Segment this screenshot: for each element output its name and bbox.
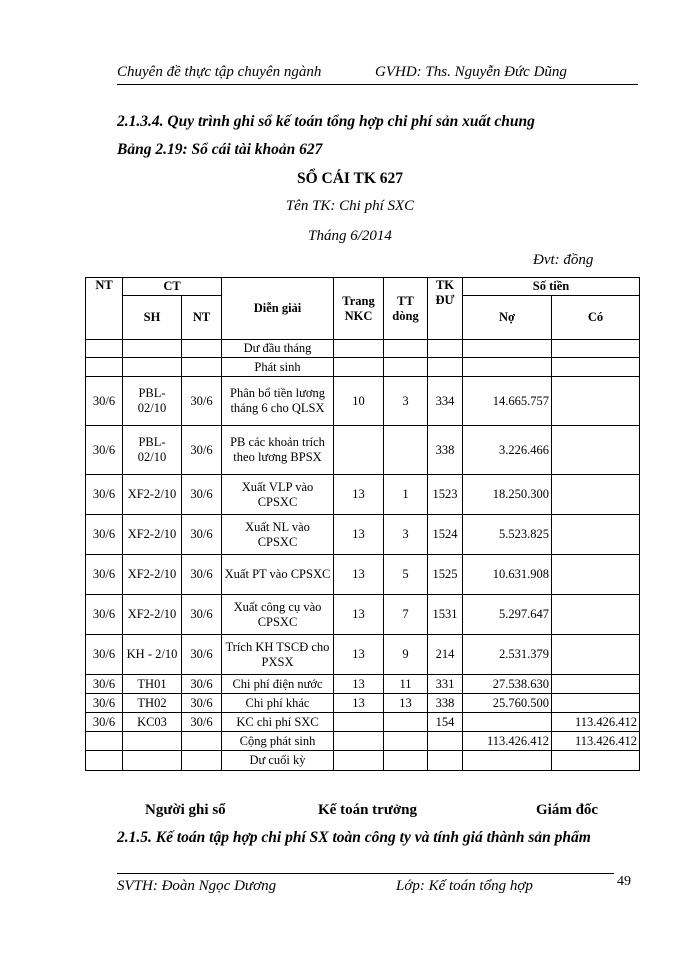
ledger-row — [86, 595, 640, 635]
ledger-row — [86, 694, 640, 713]
cell-co — [552, 475, 640, 515]
footer-class: Lớp: Kế toán tổng hợp — [396, 878, 533, 894]
cell-ct-nt: 30/6 — [182, 515, 222, 555]
cell-no — [463, 713, 552, 732]
opening-balance-row — [86, 340, 640, 358]
cell-nt: 30/6 — [86, 515, 123, 555]
ledger-row — [86, 377, 640, 426]
cell-no: 27.538.630 — [463, 675, 552, 694]
cell-co — [552, 635, 640, 675]
footer-student: SVTH: Đoàn Ngọc Dương — [117, 878, 277, 894]
cell-co — [552, 515, 640, 555]
cell-no: 2.531.379 — [463, 635, 552, 675]
cell-nt: 30/6 — [86, 555, 123, 595]
ledger-row — [86, 555, 640, 595]
col-nt: NT — [86, 278, 123, 340]
cell-tk: 338 — [428, 694, 463, 713]
cell-co — [552, 694, 640, 713]
cell-ct-nt: 30/6 — [182, 595, 222, 635]
total-label: Cộng phát sinh — [222, 732, 334, 751]
cell-tt: 3 — [384, 377, 428, 426]
cell-ct-nt: 30/6 — [182, 426, 222, 475]
cell-desc: Xuất công cụ vào CPSXC — [222, 595, 334, 635]
account-name: Tên TK: Chi phí SXC — [285, 198, 415, 214]
closing-label: Dư cuối kỳ — [222, 751, 334, 771]
cell-tt: 7 — [384, 595, 428, 635]
col-trang-nkc: Trang NKC — [334, 278, 384, 340]
cell-nt: 30/6 — [86, 635, 123, 675]
cell-sh: XF2-2/10 — [123, 515, 182, 555]
footer-rule — [117, 873, 614, 874]
cell-trang: 13 — [334, 555, 384, 595]
cell-tt: 3 — [384, 515, 428, 555]
total-co: 113.426.412 — [552, 732, 640, 751]
cell-no: 18.250.300 — [463, 475, 552, 515]
cell-desc: PB các khoản trích theo lương BPSX — [222, 426, 334, 475]
table-caption: Bảng 2.19: Sổ cái tài khoản 627 — [117, 141, 323, 158]
cell-trang — [334, 713, 384, 732]
cell-ct-nt: 30/6 — [182, 675, 222, 694]
cell-tk: 334 — [428, 377, 463, 426]
currency-unit: Đvt: đồng — [533, 252, 594, 268]
signature-director: Giám đốc — [536, 802, 599, 818]
cell-tk: 1524 — [428, 515, 463, 555]
cell-trang: 13 — [334, 635, 384, 675]
cell-no: 5.523.825 — [463, 515, 552, 555]
ledger-row — [86, 713, 640, 732]
cell-tk: 331 — [428, 675, 463, 694]
header-course: Chuyên đề thực tập chuyên ngành — [117, 64, 322, 80]
cell-desc: Phân bổ tiền lương tháng 6 cho QLSX — [222, 377, 334, 426]
ledger-row — [86, 475, 640, 515]
cell-tt: 11 — [384, 675, 428, 694]
cell-co — [552, 377, 640, 426]
col-desc: Diễn giải — [222, 278, 334, 340]
cell-trang: 13 — [334, 595, 384, 635]
arising-row — [86, 358, 640, 377]
cell-trang: 13 — [334, 475, 384, 515]
signature-recorder: Người ghi sổ — [145, 802, 226, 818]
total-no: 113.426.412 — [463, 732, 552, 751]
cell-desc: Xuất NL vào CPSXC — [222, 515, 334, 555]
closing-balance-row — [86, 751, 640, 771]
col-ct-nt: NT — [182, 296, 222, 340]
cell-no: 10.631.908 — [463, 555, 552, 595]
cell-tk: 1531 — [428, 595, 463, 635]
cell-desc: KC chi phí SXC — [222, 713, 334, 732]
cell-tt — [384, 426, 428, 475]
cell-nt: 30/6 — [86, 694, 123, 713]
cell-tk: 154 — [428, 713, 463, 732]
cell-no: 3.226.466 — [463, 426, 552, 475]
cell-nt: 30/6 — [86, 377, 123, 426]
cell-ct-nt: 30/6 — [182, 377, 222, 426]
col-co: Có — [552, 296, 640, 340]
cell-ct-nt: 30/6 — [182, 635, 222, 675]
cell-trang: 13 — [334, 675, 384, 694]
cell-trang — [334, 426, 384, 475]
cell-co — [552, 426, 640, 475]
cell-ct-nt: 30/6 — [182, 694, 222, 713]
cell-ct-nt: 30/6 — [182, 555, 222, 595]
col-sh: SH — [123, 296, 182, 340]
ledger-row — [86, 675, 640, 694]
cell-sh: XF2-2/10 — [123, 475, 182, 515]
cell-tk: 338 — [428, 426, 463, 475]
cell-nt: 30/6 — [86, 595, 123, 635]
cell-sh: TH01 — [123, 675, 182, 694]
cell-desc: Chi phí khác — [222, 694, 334, 713]
ledger-row — [86, 515, 640, 555]
cell-sh: XF2-2/10 — [123, 595, 182, 635]
total-row — [86, 732, 640, 751]
arising-label: Phát sinh — [222, 358, 334, 377]
cell-nt: 30/6 — [86, 426, 123, 475]
cell-ct-nt: 30/6 — [182, 713, 222, 732]
cell-tt: 1 — [384, 475, 428, 515]
cell-no: 14.665.757 — [463, 377, 552, 426]
header-rule — [117, 84, 638, 85]
cell-tt: 9 — [384, 635, 428, 675]
cell-trang: 10 — [334, 377, 384, 426]
page-footer — [117, 878, 533, 895]
cell-desc: Chi phí điện nước — [222, 675, 334, 694]
signature-chief-accountant: Kế toán trưởng — [318, 802, 417, 818]
cell-sh: KH - 2/10 — [123, 635, 182, 675]
col-tt-dong: TT dòng — [384, 278, 428, 340]
cell-sh: PBL-02/10 — [123, 377, 182, 426]
ledger-row — [86, 426, 640, 475]
cell-tt: 13 — [384, 694, 428, 713]
cell-sh: TH02 — [123, 694, 182, 713]
cell-co — [552, 555, 640, 595]
col-so-tien: Số tiền — [463, 278, 640, 296]
page-header — [117, 64, 567, 81]
section-title: 2.1.3.4. Quy trình ghi sổ kế toán tổng hợp chi phí sản xuất chung — [117, 113, 535, 130]
ledger-title: SỔ CÁI TK 627 — [296, 170, 404, 187]
cell-co — [552, 675, 640, 694]
opening-label: Dư đầu tháng — [222, 340, 334, 358]
ledger-row — [86, 635, 640, 675]
cell-no: 5.297.647 — [463, 595, 552, 635]
cell-tk: 214 — [428, 635, 463, 675]
cell-nt: 30/6 — [86, 675, 123, 694]
next-section-title: 2.1.5. Kế toán tập hợp chi phí SX toàn công ty và tính giá thành sản phẩm — [117, 829, 591, 846]
page-number: 49 — [617, 874, 631, 889]
cell-desc: Trích KH TSCĐ cho PXSX — [222, 635, 334, 675]
cell-desc: Xuất PT vào CPSXC — [222, 555, 334, 595]
cell-tt: 5 — [384, 555, 428, 595]
cell-sh: XF2-2/10 — [123, 555, 182, 595]
cell-sh: KC03 — [123, 713, 182, 732]
cell-co — [552, 595, 640, 635]
cell-nt: 30/6 — [86, 713, 123, 732]
col-no: Nợ — [463, 296, 552, 340]
cell-trang: 13 — [334, 694, 384, 713]
col-ct: CT — [123, 278, 222, 296]
cell-sh: PBL-02/10 — [123, 426, 182, 475]
cell-tt — [384, 713, 428, 732]
cell-tk: 1523 — [428, 475, 463, 515]
cell-no: 25.760.500 — [463, 694, 552, 713]
col-tk-du: TK ĐƯ — [428, 278, 463, 340]
cell-nt: 30/6 — [86, 475, 123, 515]
header-advisor: GVHD: Ths. Nguyễn Đức Dũng — [375, 64, 567, 80]
ledger-table — [85, 277, 640, 771]
cell-tk: 1525 — [428, 555, 463, 595]
cell-trang: 13 — [334, 515, 384, 555]
cell-desc: Xuất VLP vào CPSXC — [222, 475, 334, 515]
period: Tháng 6/2014 — [308, 228, 392, 244]
cell-co: 113.426.412 — [552, 713, 640, 732]
cell-ct-nt: 30/6 — [182, 475, 222, 515]
